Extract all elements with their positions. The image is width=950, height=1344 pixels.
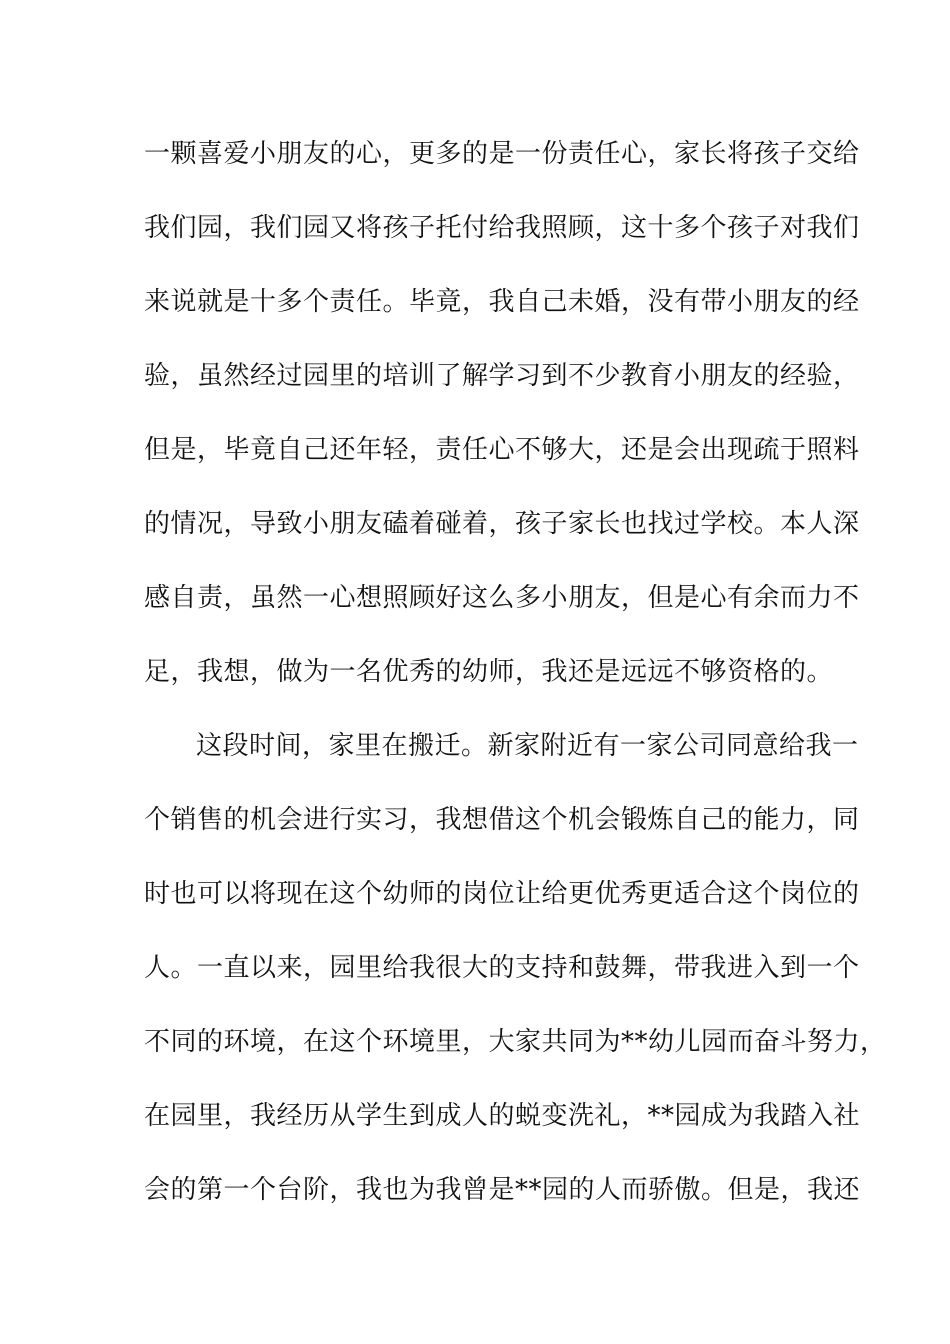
paragraph-2-line-2: 个销售的机会进行实习，我想借这个机会锻炼自己的能力，同: [144, 805, 860, 835]
paragraph-1-line-8: 足，我想，做为一名优秀的幼师，我还是远远不够资格的。: [144, 657, 834, 687]
paragraph-2-line-1: 这段时间，家里在搬迁。新家附近有一家公司同意给我一: [196, 731, 859, 761]
paragraph-2-line-4: 人。一直以来，园里给我很大的支持和鼓舞，带我进入到一个: [144, 953, 860, 983]
paragraph-2-line-5: 不同的环境，在这个环境里，大家共同为**幼儿园而奋斗努力，: [144, 1027, 887, 1057]
paragraph-2-line-6: 在园里，我经历从学生到成人的蜕变洗礼，**园成为我踏入社: [144, 1101, 861, 1131]
paragraph-1-line-7: 感自责，虽然一心想照顾好这么多小朋友，但是心有余而力不: [144, 583, 860, 613]
paragraph-2-line-7: 会的第一个台阶，我也为我曾是**园的人而骄傲。但是，我还: [144, 1175, 861, 1205]
document-body: [144, 134, 887, 1244]
paragraph-1-line-6: 的情况，导致小朋友磕着碰着，孩子家长也找过学校。本人深: [144, 509, 860, 539]
paragraph-1-line-5: 但是，毕竟自己还年轻，责任心不够大，还是会出现疏于照料: [144, 435, 860, 465]
paragraph-1-line-1: 一颗喜爱小朋友的心，更多的是一份责任心，家长将孩子交给: [144, 139, 860, 169]
paragraph-1-line-4: 验，虽然经过园里的培训了解学习到不少教育小朋友的经验，: [144, 361, 860, 391]
paragraph-2-line-3: 时也可以将现在这个幼师的岗位让给更优秀更适合这个岗位的: [144, 879, 860, 909]
paragraph-1-line-3: 来说就是十多个责任。毕竟，我自己未婚，没有带小朋友的经: [144, 287, 860, 317]
paragraph-1-line-2: 我们园，我们园又将孩子托付给我照顾，这十多个孩子对我们: [144, 213, 860, 243]
